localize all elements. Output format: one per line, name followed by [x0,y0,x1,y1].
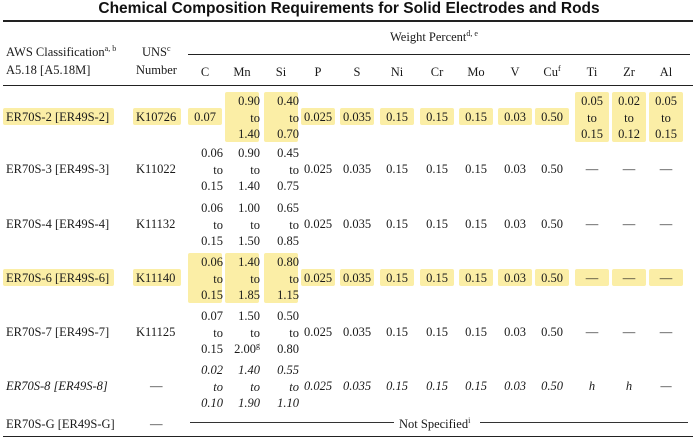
value-zr: h [625,379,633,393]
bottom-rule [3,436,693,437]
range-si [263,93,299,143]
range-min: 0.55 [277,363,299,377]
range-max: 0.85 [277,234,299,248]
range-to: to [250,271,260,286]
value-v: 0.03 [504,110,526,124]
header-element-al: Al [659,65,673,79]
uns-cell: — [150,379,163,393]
range-to: to [624,110,634,125]
range-to: to [250,110,260,125]
range-max: 1.10 [277,396,299,410]
value-cr: 0.15 [426,110,448,124]
range-max: 0.10 [201,396,223,410]
range-min: 0.06 [201,146,223,160]
range-to: to [289,325,299,340]
range-min: 0.65 [277,201,299,215]
value-mo: 0.15 [465,217,487,231]
header-element-mo: Mo [467,65,485,79]
value-zr: — [622,271,636,285]
range-max: 0.15 [201,179,223,193]
header-rule [3,85,693,86]
value-al: — [659,271,673,285]
value-v: 0.03 [504,162,526,176]
classification-cell: ER70S-3 [ER49S-3] [6,162,110,176]
range-zr [611,93,647,143]
range-max: 0.15 [201,234,223,248]
range-max: 0.75 [277,179,299,193]
value-p: 0.025 [303,217,333,231]
range-to: to [587,110,597,125]
classification-cell: ER70S-6 [ER49S-6] [6,271,110,285]
range-to: to [661,110,671,125]
value-zr: — [622,162,636,176]
classification-cell: ER70S-4 [ER49S-4] [6,217,110,231]
value-ni: 0.15 [386,110,408,124]
range-min: 0.90 [238,146,260,160]
range-max: 1.90 [238,396,260,410]
header-element-cu: Cu$^f$ [543,64,561,79]
value-s: 0.035 [342,325,372,339]
uns-cell: K11132 [136,217,176,231]
range-mn [224,93,260,143]
range-min: 0.80 [277,255,299,269]
range-max: 0.70 [277,127,299,141]
range-max: 2.00$^g$ [234,341,260,356]
range-max: 0.15 [581,127,603,141]
range-si [263,362,299,412]
classification-cell: ER70S-2 [ER49S-2] [6,110,110,124]
value-zr: — [622,217,636,231]
range-mn [224,362,260,412]
header-uns: UNS$^c$ [142,44,171,59]
not-specified-rule-left [190,422,394,423]
value-mo: 0.15 [465,325,487,339]
range-min: 0.50 [277,309,299,323]
range-min: 0.05 [581,94,603,108]
range-min: 1.40 [238,255,260,269]
value-p: 0.025 [303,325,333,339]
value-v: 0.03 [504,379,526,393]
value-al: — [659,325,673,339]
range-max: 1.40 [238,127,260,141]
value-ti: — [585,217,599,231]
header-element-ni: Ni [390,65,404,79]
range-si [263,254,299,304]
range-c [187,200,223,250]
header-element-p: P [314,65,322,79]
value-ti: — [585,325,599,339]
range-max: 0.80 [277,342,299,356]
range-min: 0.02 [618,94,640,108]
header-element-ti: Ti [586,65,598,79]
value-c: 0.07 [194,110,216,124]
value-cu: 0.50 [541,110,563,124]
value-cr: 0.15 [426,217,448,231]
range-min: 1.00 [238,201,260,215]
value-al: — [659,217,673,231]
header-element-si: Si [275,65,287,79]
classification-cell: ER70S-7 [ER49S-7] [6,325,110,339]
range-si [263,308,299,358]
uns-cell: K11125 [136,325,176,339]
header-element-s: S [353,65,361,79]
header-element-c: C [200,65,210,79]
range-mn [224,308,260,358]
range-c [187,308,223,358]
not-specified-rule-right [480,422,688,423]
header-element-v: V [510,65,520,79]
range-max: 0.12 [618,127,640,141]
range-min: 0.40 [277,94,299,108]
range-si [263,145,299,195]
range-min: 0.90 [238,94,260,108]
range-to: to [250,325,260,340]
range-mn [224,145,260,195]
range-min: 0.06 [201,255,223,269]
value-cu: 0.50 [541,162,563,176]
value-mo: 0.15 [465,162,487,176]
range-min: 1.50 [238,309,260,323]
value-cu: 0.50 [541,379,563,393]
value-v: 0.03 [504,271,526,285]
value-s: 0.035 [342,110,372,124]
value-v: 0.03 [504,325,526,339]
value-ti: — [585,271,599,285]
range-max: 1.50 [238,234,260,248]
range-min: 1.40 [238,363,260,377]
value-cu: 0.50 [541,325,563,339]
value-ti: h [588,379,596,393]
range-max: 1.40 [238,179,260,193]
value-s: 0.035 [342,271,372,285]
range-c [187,145,223,195]
range-max: 1.15 [277,288,299,302]
value-s: 0.035 [342,217,372,231]
value-al: — [660,379,672,393]
range-to: to [213,217,223,232]
range-min: 0.02 [201,363,223,377]
range-to: to [213,325,223,340]
uns-cell: — [150,417,163,431]
value-v: 0.03 [504,217,526,231]
weight-percent-rule [188,54,690,55]
range-to: to [213,379,223,394]
range-to: to [289,162,299,177]
range-min: 0.07 [201,309,223,323]
value-mo: 0.15 [465,110,487,124]
footnote-mark: g [256,341,260,350]
range-to: to [289,271,299,286]
range-to: to [289,379,299,394]
value-cu: 0.50 [541,271,563,285]
range-c [187,254,223,304]
range-to: to [213,162,223,177]
header-element-zr: Zr [623,65,635,79]
value-s: 0.035 [342,379,372,393]
value-al: — [659,162,673,176]
top-rule [3,20,693,22]
value-zr: — [622,325,636,339]
range-min: 0.05 [655,94,677,108]
range-si [263,200,299,250]
classification-cell: ER70S-8 [ER49S-8] [6,379,108,393]
header-weight-percent: Weight Percent$^{d, e}$ [390,29,478,44]
uns-cell: K10726 [136,110,177,124]
range-min: 0.45 [277,146,299,160]
range-to: to [213,271,223,286]
range-max: 0.15 [655,127,677,141]
value-cr: 0.15 [426,271,448,285]
value-mo: 0.15 [465,271,487,285]
value-ni: 0.15 [386,325,408,339]
range-to: to [289,110,299,125]
range-max: 1.85 [238,288,260,302]
range-max: 0.15 [201,288,223,302]
value-cr: 0.15 [426,325,448,339]
value-p: 0.025 [303,162,333,176]
header-element-cr: Cr [430,65,444,79]
value-ti: — [585,162,599,176]
uns-cell: K11140 [136,271,176,285]
range-mn [224,200,260,250]
header-uns-number: Number [136,63,177,77]
range-to: to [250,217,260,232]
table-title: Chemical Composition Requirements for Solid Electrodes and Rods [98,0,600,17]
value-ni: 0.15 [386,162,408,176]
range-al [648,93,684,143]
value-cu: 0.50 [541,217,563,231]
range-c [187,362,223,412]
range-mn [224,254,260,304]
header-element-mn: Mn [233,65,251,79]
range-max: 0.15 [201,342,223,356]
range-min: 0.06 [201,201,223,215]
value-mo: 0.15 [465,379,487,393]
value-ni: 0.15 [386,217,408,231]
value-s: 0.035 [342,162,372,176]
range-to: to [250,162,260,177]
value-p: 0.025 [303,271,333,285]
value-p: 0.025 [303,379,333,393]
header-classification: AWS Classification$^{a, b}$ [6,44,117,59]
value-cr: 0.15 [426,379,448,393]
not-specified-cell: Not Specified$^i$ [399,416,471,431]
value-cr: 0.15 [426,162,448,176]
header-classification-standard: A5.18 [A5.18M] [6,63,91,77]
range-ti [574,93,610,143]
classification-cell: ER70S-G [ER49S-G] [6,417,115,431]
value-ni: 0.15 [386,271,408,285]
uns-cell: K11022 [136,162,176,176]
value-p: 0.025 [303,110,333,124]
value-ni: 0.15 [386,379,408,393]
range-to: to [250,379,260,394]
range-to: to [289,217,299,232]
